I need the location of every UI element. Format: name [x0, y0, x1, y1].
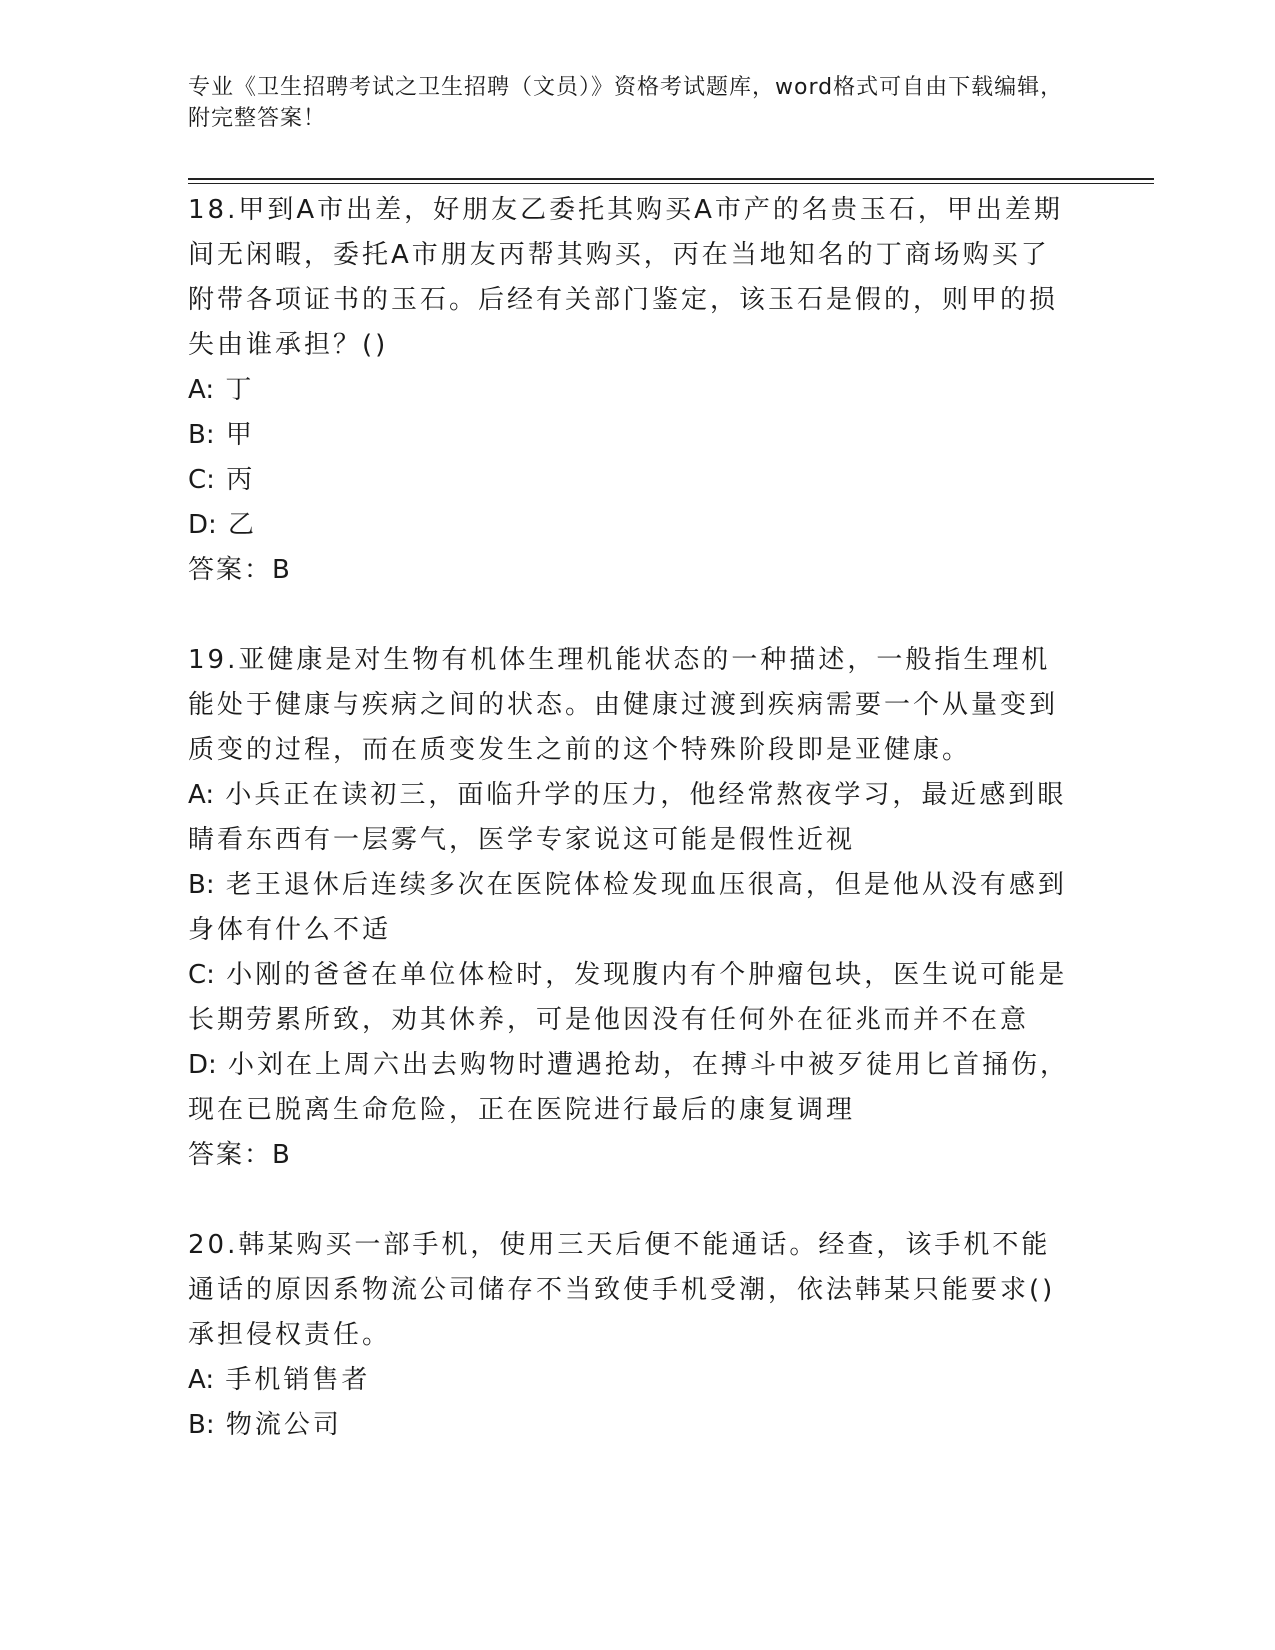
question-stem: 19.亚健康是对生物有机体生理机能状态的一种描述，一般指生理机能处于健康与疾病之间的状态。由健康过渡到疾病需要一个从量变到质变的过程，而在质变发生之前的这个特殊阶段即是亚健康。: [188, 645, 1059, 765]
option-b: B: 甲: [188, 420, 255, 450]
question-18: [188, 188, 1078, 593]
answer-line: 答案：B: [188, 1140, 292, 1170]
header-divider-thick: [188, 178, 1154, 180]
option-b: B: 物流公司: [188, 1410, 342, 1440]
header-divider-thin: [188, 183, 1154, 184]
question-stem: 20.韩某购买一部手机，使用三天后便不能通话。经查，该手机不能通话的原因系物流公司储存不当致使手机受潮，依法韩某只能要求()承担侵权责任。: [188, 1230, 1056, 1350]
question-list: [188, 188, 1078, 1448]
option-a: A: 小兵正在读初三，面临升学的压力，他经常熬夜学习，最近感到眼睛看东西有一层雾气，医学专家说这可能是假性近视: [188, 780, 1067, 855]
document-header: 专业《卫生招聘考试之卫生招聘（文员）》资格考试题库，word格式可自由下载编辑，附完整答案！: [188, 75, 1064, 131]
option-a: A: 手机销售者: [188, 1365, 371, 1395]
option-c: C: 丙: [188, 465, 256, 495]
option-a: A: 丁: [188, 375, 255, 405]
question-stem: 18.甲到A市出差，好朋友乙委托其购买A市产的名贵玉石，甲出差期间无闲暇，委托A市朋友丙帮其购买，丙在当地知名的丁商场购买了附带各项证书的玉石。后经有关部门鉴定，该玉石是假的，则甲的损失由谁承担？(): [188, 195, 1063, 360]
option-d: D: 小刘在上周六出去购物时遭遇抢劫，在搏斗中被歹徒用匕首捅伤，现在已脱离生命危险，正在医院进行最后的康复调理: [188, 1050, 1070, 1125]
question-19: [188, 638, 1078, 1178]
answer-line: 答案：B: [188, 555, 292, 585]
option-d: D: 乙: [188, 510, 258, 540]
option-c: C: 小刚的爸爸在单位体检时，发现腹内有个肿瘤包块，医生说可能是长期劳累所致，劝其休养，可是他因没有任何外在征兆而并不在意: [188, 960, 1068, 1035]
option-b: B: 老王退休后连续多次在医院体检发现血压很高，但是他从没有感到身体有什么不适: [188, 870, 1067, 945]
question-20: [188, 1223, 1078, 1448]
